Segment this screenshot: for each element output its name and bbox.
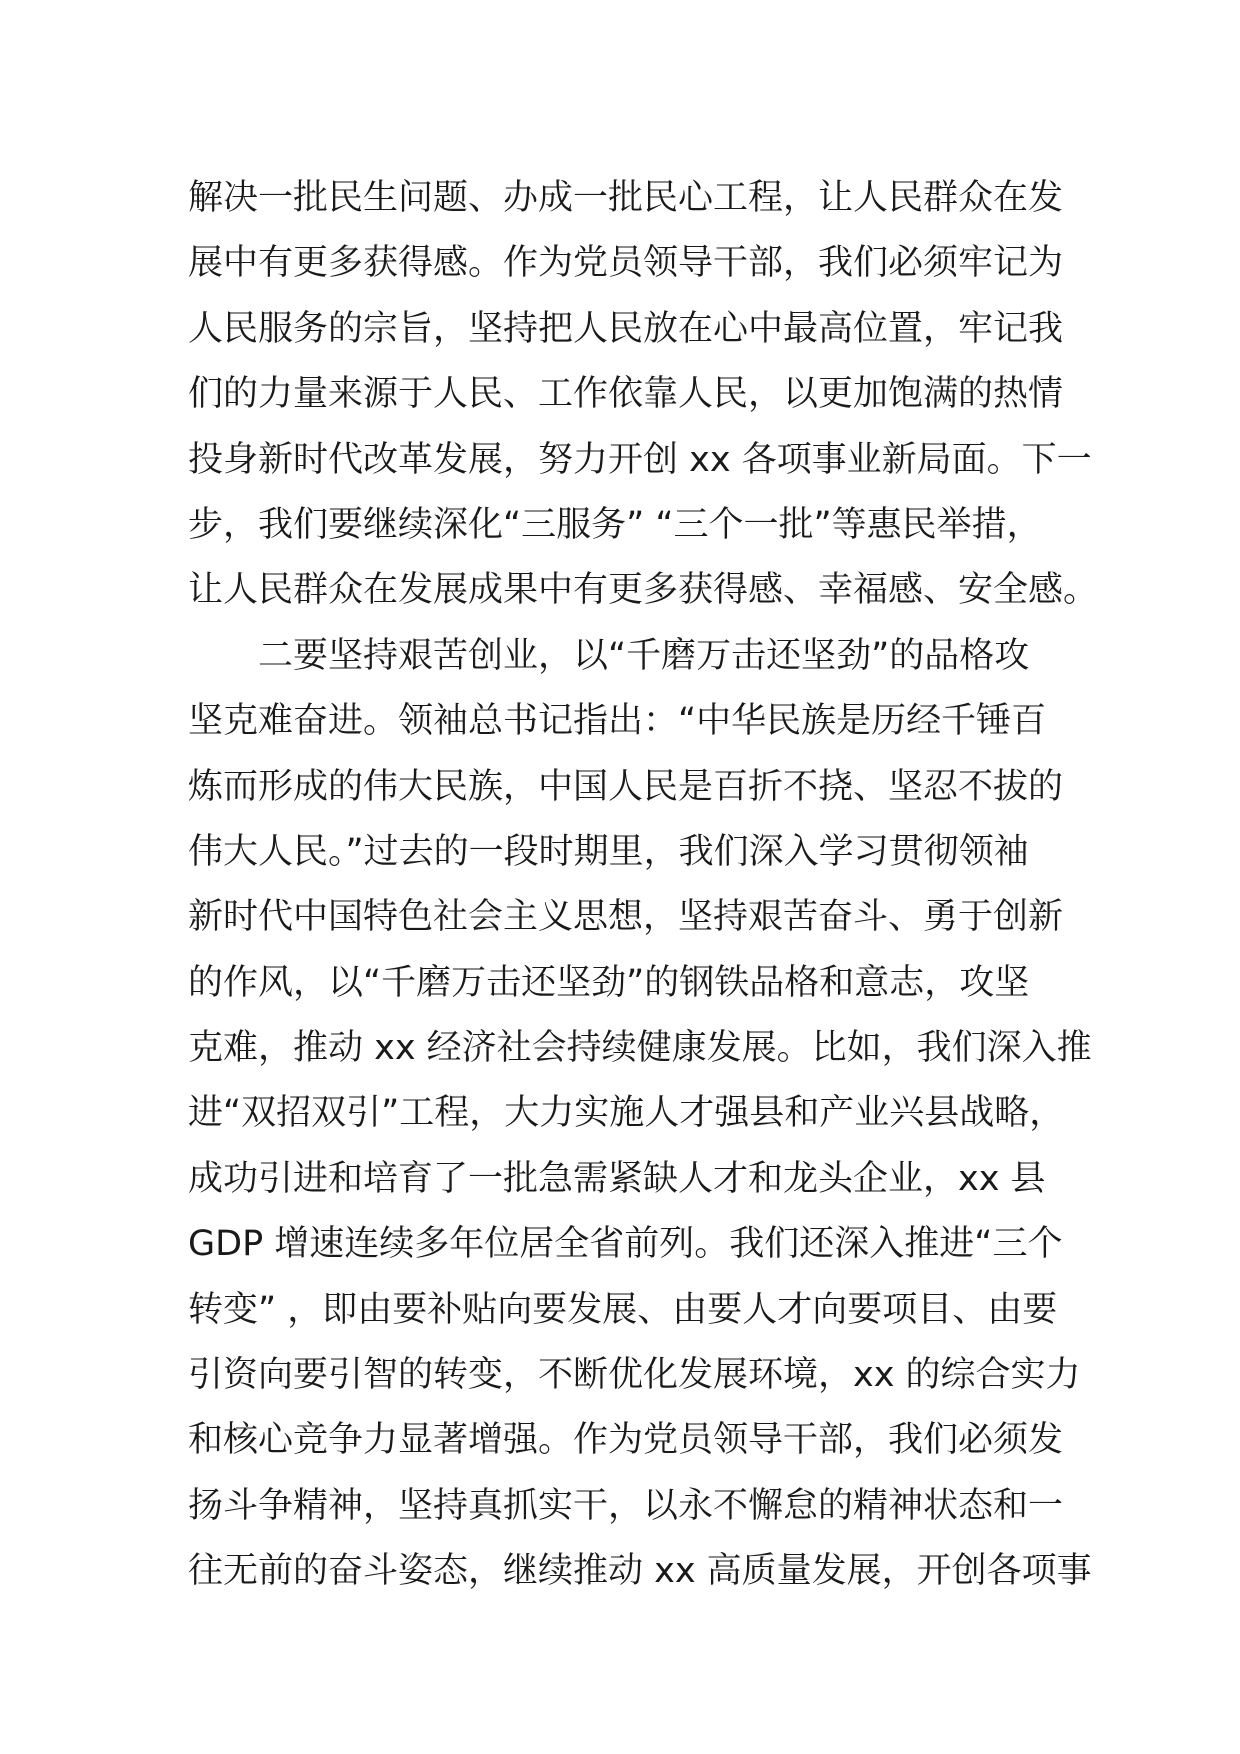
text-line: 克难，推动 xx 经济社会持续健康发展。比如，我们深入推 — [188, 1028, 1092, 1069]
text-line: 人民服务的宗旨，坚持把人民放在心中最高位置，牢记我 — [188, 308, 1064, 349]
paragraph-start-line: 二要坚持艰苦创业，以“千磨万击还坚劲”的品格攻 — [258, 635, 1030, 676]
text-line: 的作风，以“千磨万击还坚劲”的钢铁品格和意志，攻坚 — [188, 962, 1030, 1003]
text-line: 展中有更多获得感。作为党员领导干部，我们必须牢记为 — [188, 243, 1064, 284]
text-line: 伟大人民。”过去的一段时期里，我们深入学习贯彻领袖 — [188, 831, 1029, 872]
text-line: 进“双招双引”工程，大力实施人才强县和产业兴县战略， — [188, 1093, 1065, 1134]
text-line: 步，我们要继续深化“三服务” “三个一批”等惠民举措， — [188, 504, 1042, 545]
text-line: 转变” ，即由要补贴向要发展、由要人才向要项目、由要 — [188, 1289, 1058, 1330]
text-line: 新时代中国特色社会主义思想，坚持艰苦奋斗、勇于创新 — [188, 897, 1064, 938]
text-line: 引资向要引智的转变，不断优化发展环境，xx 的综合实力 — [188, 1355, 1081, 1396]
text-line: 让人民群众在发展成果中有更多获得感、幸福感、安全感。 — [188, 570, 1099, 611]
text-line: 成功引进和培育了一批急需紧缺人才和龙头企业，xx 县 — [188, 1158, 1046, 1199]
text-line: 和核心竞争力显著增强。作为党员领导干部，我们必须发 — [188, 1420, 1064, 1461]
text-line: 炼而形成的伟大民族，中国人民是百折不挠、坚忍不拔的 — [188, 766, 1064, 807]
text-line: 往无前的奋斗姿态，继续推动 xx 高质量发展，开创各项事 — [188, 1551, 1092, 1592]
text-line: 坚克难奋进。领袖总书记指出：“中华民族是历经千锤百 — [188, 701, 1047, 742]
text-line: 投身新时代改革发展，努力开创 xx 各项事业新局面。下一 — [188, 439, 1092, 480]
text-line: GDP 增速连续多年位居全省前列。我们还深入推进“三个 — [188, 1224, 1063, 1265]
text-line: 解决一批民生问题、办成一批民心工程，让人民群众在发 — [188, 178, 1064, 218]
body-text — [188, 166, 1099, 1605]
text-line: 们的力量来源于人民、工作依靠人民，以更加饱满的热情 — [188, 374, 1064, 415]
text-line: 扬斗争精神，坚持真抓实干，以永不懈怠的精神状态和一 — [188, 1485, 1064, 1526]
